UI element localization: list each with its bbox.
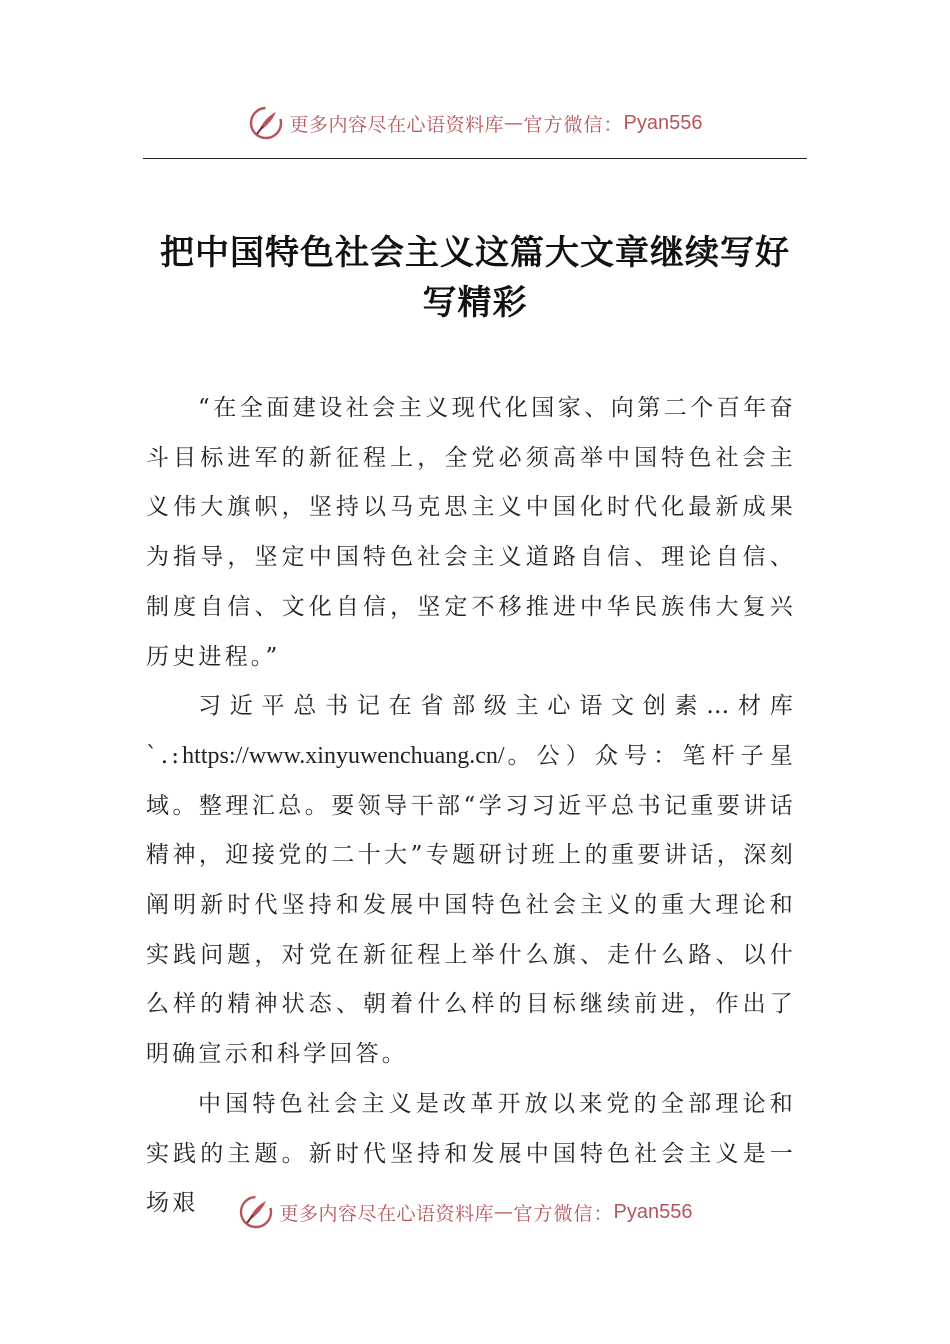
document-title [143,228,807,328]
watermark-wechat-label: 官方微信： [523,113,624,136]
watermark-dash: — [504,112,524,134]
header-rule [143,158,807,159]
watermark-wechat-id: Pyan556 [623,111,703,134]
paragraph-2-body: 。公）众号：笔杆子星域。整理汇总。要领导干部“学习习近平总书记重要讲话精神，迎接党的二十大”专题研讨班上的重要讲话，深刻阐明新时代坚持和发展中国特色社会主义的重大理论和实践问题，对党在新征程上举什么旗、走什么路、以什么样的精神状态、朝着什么样的目标继续前进，作出了明确宣示和科学回答。 [146,742,796,1068]
title-line-2: 写精彩 [422,283,528,323]
watermark-dash: — [494,1201,514,1223]
header-watermark [0,99,950,147]
footer-watermark [0,1188,940,1236]
document-body [146,384,796,1229]
paragraph-1: “在全面建设社会主义现代化国家、向第二个百年奋斗目标进军的新征程上，全党必须高举中国特色社会主义伟大旗帜，坚持以马克思主义中国化时代化最新成果为指导，坚定中国特色社会主义道路自信、理论自信、制度自信、文化自信，坚定不移推进中华民族伟大复兴历史进程。” [146,395,796,670]
paragraph-3: 中国特色社会主义是改革开放以来党的全部理论和实践的主题。新时代坚持和发展中国特色社会主义是一场艰 [146,1090,796,1217]
title-line-1: 把中国特色社会主义这篇大文章继续写好 [160,233,790,273]
watermark-text: 更多内容尽在心语资料库 [289,113,505,136]
watermark-text: 更多内容尽在心语资料库 [279,1202,495,1225]
paragraph-2 [146,682,796,1080]
watermark-wechat-id: Pyan556 [613,1200,693,1223]
feather-pen-logo-icon [248,105,284,141]
source-url-link[interactable]: https://www.xinyuwenchuang.cn/ [182,742,505,769]
paragraph-2-intro: 习近平总书记在省部级主心语文创素…材库`.: [146,693,796,769]
feather-pen-logo-icon [238,1194,274,1230]
watermark-wechat-label: 官方微信： [513,1202,614,1225]
